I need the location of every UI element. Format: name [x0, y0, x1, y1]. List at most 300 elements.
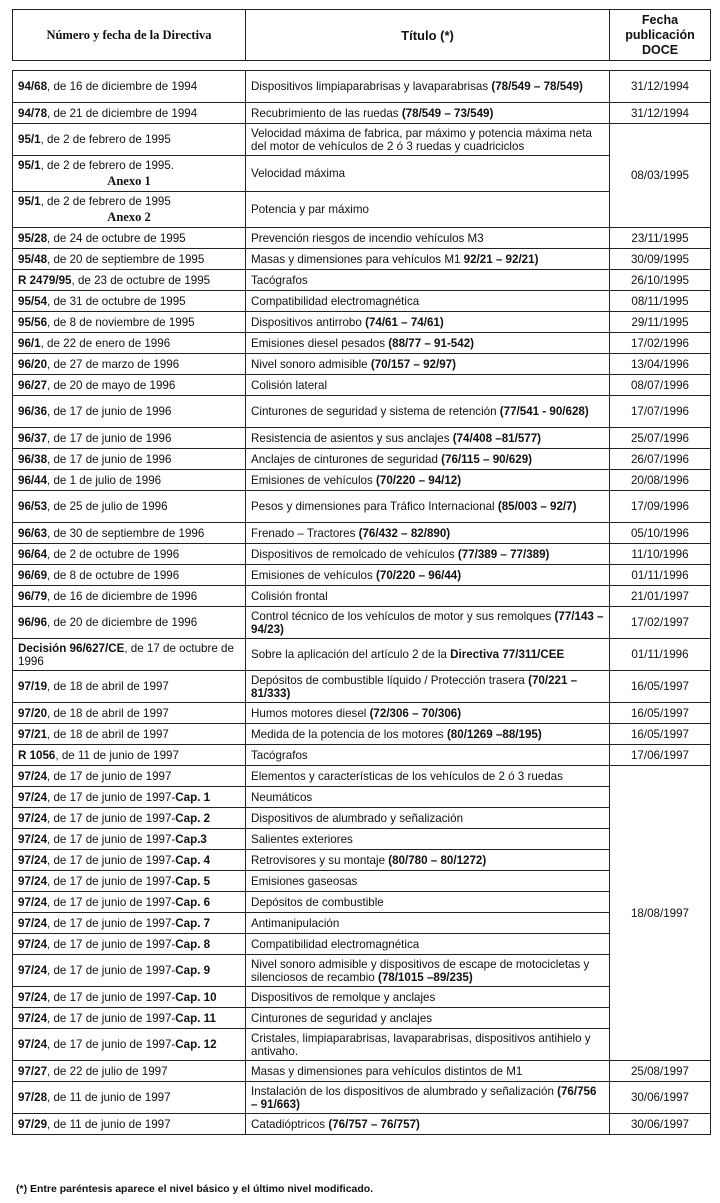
- title-cell: [246, 291, 610, 312]
- title-text: Medida de la potencia de los motores: [251, 727, 447, 741]
- chapter-label: Cap. 2: [175, 811, 211, 825]
- directive-number: R 2479/95: [18, 273, 72, 287]
- title-text: Control técnico de los vehículos de motor y sus remolques: [251, 609, 555, 623]
- title-cell: [246, 913, 610, 934]
- header-publication-date: Fecha publicación DOCE: [610, 10, 711, 61]
- table-row: [13, 1008, 711, 1029]
- title-cell: [246, 766, 610, 787]
- publication-date: 26/07/1996: [610, 449, 711, 470]
- title-cell: [246, 449, 610, 470]
- chapter-label: Cap. 11: [175, 1011, 216, 1025]
- directive-number: 96/64: [18, 547, 48, 561]
- reference-level: (72/306 – 70/306): [369, 706, 462, 720]
- publication-date: 08/07/1996: [610, 375, 711, 396]
- directive-number: 96/96: [18, 616, 48, 629]
- directive-date-text: , de 17 de junio de 1997-: [47, 916, 176, 930]
- directive-cell: [13, 396, 246, 428]
- title-cell: [246, 71, 610, 103]
- title-cell: [246, 428, 610, 449]
- title-cell: [246, 396, 610, 428]
- table-row: [13, 470, 711, 491]
- publication-date: 30/09/1995: [610, 249, 711, 270]
- directive-cell: [13, 892, 246, 913]
- title-text: Frenado – Tractores: [251, 526, 359, 540]
- table-row: [13, 871, 711, 892]
- reference-level: (78/549 – 78/549): [491, 80, 583, 93]
- table-row: [13, 1029, 711, 1061]
- directive-number: 97/24: [18, 769, 48, 783]
- table-row: [13, 934, 711, 955]
- title-text: Nivel sonoro admisible y dispositivos de escape de motocicletas y silenciosos de recambio: [251, 957, 590, 984]
- directive-number: 95/48: [18, 252, 48, 266]
- publication-date: 21/01/1997: [610, 586, 711, 607]
- directive-date-text: , de 30 de septiembre de 1996: [47, 526, 205, 540]
- title-text: Humos motores diesel: [251, 706, 370, 720]
- header-table: [12, 9, 711, 61]
- table-row: [13, 523, 711, 544]
- directive-cell: [13, 192, 246, 228]
- directive-cell: [13, 491, 246, 523]
- title-cell: [246, 1061, 610, 1082]
- table-row: [13, 291, 711, 312]
- table-row: [13, 913, 711, 934]
- title-text: Compatibilidad electromagnética: [251, 294, 420, 308]
- directive-date-text: , de 18 de abril de 1997: [47, 706, 169, 720]
- title-cell: [246, 1008, 610, 1029]
- title-text: Depósitos de combustible: [251, 895, 384, 909]
- directive-date-text: , de 8 de octubre de 1996: [47, 568, 180, 582]
- chapter-label: Cap. 1: [175, 790, 211, 804]
- directive-cell: [13, 523, 246, 544]
- directive-number: 97/24: [18, 874, 48, 888]
- title-text: Emisiones diesel pesados: [251, 336, 389, 350]
- directive-cell: [13, 871, 246, 892]
- title-text: Antimanipulación: [251, 916, 340, 930]
- directive-cell: [13, 565, 246, 586]
- directive-cell: [13, 913, 246, 934]
- table-row: [13, 766, 711, 787]
- reference-level: (80/780 – 80/1272): [388, 853, 487, 867]
- directive-number: 96/53: [18, 500, 48, 513]
- directive-cell: [13, 934, 246, 955]
- directive-cell: [13, 955, 246, 987]
- title-text: Dispositivos de remolcado de vehículos: [251, 547, 458, 561]
- title-text: Masas y dimensiones para vehículos M1: [251, 252, 464, 266]
- directive-cell: [13, 270, 246, 291]
- table-row: [13, 987, 711, 1008]
- table-row: [13, 491, 711, 523]
- title-cell: [246, 703, 610, 724]
- publication-date: 25/08/1997: [610, 1061, 711, 1082]
- directive-number: 97/24: [18, 916, 48, 930]
- title-text: Neumáticos: [251, 790, 313, 804]
- title-cell: [246, 934, 610, 955]
- reference-level: (76/757 – 76/757): [328, 1117, 420, 1131]
- title-cell: [246, 586, 610, 607]
- directive-date-text: , de 17 de junio de 1997-: [47, 811, 176, 825]
- directive-cell: [13, 470, 246, 491]
- title-cell: [246, 544, 610, 565]
- header-title: Título (*): [246, 10, 610, 61]
- publication-date: 11/10/1996: [610, 544, 711, 565]
- directive-cell: [13, 987, 246, 1008]
- title-cell: [246, 354, 610, 375]
- directive-date-text: , de 17 de junio de 1996: [47, 405, 172, 418]
- table-row: [13, 270, 711, 291]
- directive-cell: [13, 1114, 246, 1135]
- title-text: Colisión lateral: [251, 378, 328, 392]
- directive-cell: [13, 428, 246, 449]
- table-row: [13, 850, 711, 871]
- title-cell: [246, 249, 610, 270]
- title-text: Cinturones de seguridad y sistema de retención: [251, 405, 500, 418]
- title-cell: [246, 103, 610, 124]
- table-row: [13, 639, 711, 671]
- chapter-label: Cap. 7: [175, 916, 211, 930]
- table-row: [13, 156, 711, 192]
- reference-level: (77/143 –94/23): [251, 609, 604, 636]
- reference-level: (70/157 – 92/97): [370, 357, 456, 371]
- title-text: Elementos y características de los vehículos de 2 ó 3 ruedas: [251, 769, 563, 783]
- directive-date-text: , de 17 de junio de 1996: [47, 452, 172, 466]
- directive-date-text: , de 17 de junio de 1997-: [47, 790, 176, 804]
- directive-number: 97/21: [18, 727, 48, 741]
- directive-cell: [13, 724, 246, 745]
- table-row: [13, 787, 711, 808]
- directive-cell: [13, 829, 246, 850]
- title-text: Depósitos de combustible líquido / Protección trasera: [251, 673, 529, 687]
- title-cell: [246, 639, 610, 671]
- directive-cell: [13, 124, 246, 156]
- publication-date: 25/07/1996: [610, 428, 711, 449]
- chapter-label: Cap. 4: [175, 853, 211, 867]
- directive-cell: [13, 354, 246, 375]
- directive-number: 95/56: [18, 315, 48, 329]
- directive-date-text: , de 17 de junio de 1997-: [47, 832, 176, 846]
- table-row: [13, 228, 711, 249]
- reference-level: (70/220 – 94/12): [376, 473, 462, 487]
- header-row: [13, 10, 711, 61]
- title-cell: [246, 850, 610, 871]
- publication-date: 01/11/1996: [610, 565, 711, 586]
- publication-date: 17/07/1996: [610, 396, 711, 428]
- chapter-label: Cap.3: [175, 832, 207, 846]
- directive-cell: [13, 850, 246, 871]
- publication-date: 05/10/1996: [610, 523, 711, 544]
- chapter-label: Cap. 6: [175, 895, 211, 909]
- directive-date-text: , de 1 de julio de 1996: [47, 473, 162, 487]
- directive-date-text: , de 17 de junio de 1997-: [47, 937, 176, 951]
- directives-table-body: [13, 71, 711, 1135]
- directive-cell: [13, 787, 246, 808]
- title-text: Prevención riesgos de incendio vehículos M3: [251, 231, 484, 245]
- directive-cell: [13, 745, 246, 766]
- directive-number: 97/24: [18, 811, 48, 825]
- directive-date-text: , de 18 de abril de 1997: [47, 680, 169, 693]
- directive-number: 97/24: [18, 853, 48, 867]
- header-directive: Número y fecha de la Directiva: [13, 10, 246, 61]
- chapter-label: Cap. 10: [175, 990, 217, 1004]
- directive-number: 94/68: [18, 80, 48, 93]
- directive-date-text: , de 11 de junio de 1997: [55, 748, 179, 762]
- title-text: Nivel sonoro admisible: [251, 357, 371, 371]
- directive-number: 97/24: [18, 895, 48, 909]
- directive-cell: [13, 1008, 246, 1029]
- table-row: [13, 955, 711, 987]
- reference-level: (76/756 – 91/663): [251, 1084, 597, 1111]
- directive-cell: [13, 766, 246, 787]
- directive-cell: [13, 228, 246, 249]
- publication-date: 23/11/1995: [610, 228, 711, 249]
- title-cell: [246, 228, 610, 249]
- title-cell: [246, 671, 610, 703]
- title-text: Compatibilidad electromagnética: [251, 937, 420, 951]
- publication-date: 30/06/1997: [610, 1114, 711, 1135]
- table-row: [13, 724, 711, 745]
- directive-number: 96/1: [18, 336, 41, 350]
- title-text: Cinturones de seguridad y anclajes: [251, 1011, 433, 1025]
- directive-date-text: , de 2 de octubre de 1996: [47, 547, 180, 561]
- publication-date: 17/02/1996: [610, 333, 711, 354]
- reference-level: (74/408 –81/577): [452, 431, 542, 445]
- directive-number: 96/20: [18, 357, 48, 371]
- table-row: [13, 312, 711, 333]
- directive-number: 97/24: [18, 1011, 48, 1025]
- directive-number: 96/37: [18, 431, 48, 445]
- directive-date-text: , de 17 de junio de 1997: [47, 769, 172, 783]
- directive-number: 96/79: [18, 589, 48, 603]
- directive-cell: [13, 103, 246, 124]
- directive-cell: [13, 291, 246, 312]
- directive-date-text: , de 17 de octubre de 1996: [18, 641, 234, 668]
- table-row: [13, 1061, 711, 1082]
- table-row: [13, 1082, 711, 1114]
- directive-cell: [13, 808, 246, 829]
- directive-date-text: , de 27 de marzo de 1996: [47, 357, 180, 371]
- directive-date-text: , de 31 de octubre de 1995: [47, 294, 186, 308]
- title-cell: [246, 192, 610, 228]
- title-text: Catadióptricos: [251, 1117, 329, 1131]
- directive-cell: [13, 671, 246, 703]
- title-text: Cristales, limpiaparabrisas, lavaparabrisas, dispositivos antihielo y antivaho.: [251, 1031, 591, 1058]
- title-text: Masas y dimensiones para vehículos distintos de M1: [251, 1064, 523, 1078]
- directive-cell: [13, 71, 246, 103]
- directive-date-text: , de 22 de enero de 1996: [40, 336, 171, 350]
- reference-level: (80/1269 –88/195): [446, 727, 542, 741]
- publication-date-merged: 08/03/1995: [610, 124, 711, 228]
- title-cell: [246, 470, 610, 491]
- title-text: Resistencia de asientos y sus anclajes: [251, 431, 453, 445]
- directive-date-text: , de 17 de junio de 1997-: [47, 964, 176, 977]
- directive-cell: [13, 703, 246, 724]
- table-row: [13, 192, 711, 228]
- title-cell: [246, 565, 610, 586]
- title-text: Salientes exteriores: [251, 832, 353, 846]
- directive-date-text: , de 17 de junio de 1997-: [47, 1038, 176, 1051]
- directive-number: 95/54: [18, 294, 48, 308]
- reference-level: (76/432 – 82/890): [358, 526, 451, 540]
- reference-level: (88/77 – 91-542): [388, 336, 475, 350]
- table-row: [13, 1114, 711, 1135]
- chapter-label: Cap. 8: [175, 937, 211, 951]
- directive-date-text: , de 23 de octubre de 1995: [71, 273, 211, 287]
- title-cell: [246, 987, 610, 1008]
- annex-label: Anexo 2: [107, 210, 151, 224]
- directive-date-text: , de 11 de junio de 1997: [47, 1117, 171, 1131]
- footnote: (*) Entre paréntesis aparece el nivel básico y el último nivel modificado.: [16, 1183, 374, 1195]
- table-row: [13, 249, 711, 270]
- directive-cell: [13, 586, 246, 607]
- directive-number: 95/1: [18, 133, 41, 146]
- publication-date: 16/05/1997: [610, 724, 711, 745]
- directive-cell: [13, 156, 246, 192]
- table-row: [13, 829, 711, 850]
- reference-level: (85/003 – 92/7): [497, 500, 577, 513]
- directive-number: 95/28: [18, 231, 48, 245]
- title-text: Tacógrafos: [251, 273, 308, 287]
- title-cell: [246, 491, 610, 523]
- title-text: Dispositivos antirrobo: [251, 315, 366, 329]
- title-cell: [246, 871, 610, 892]
- reference-level: (77/541 - 90/628): [499, 405, 589, 418]
- chapter-label: Cap. 5: [175, 874, 211, 888]
- directive-number: 97/19: [18, 680, 48, 693]
- directive-number: 96/27: [18, 378, 48, 392]
- directive-number: Decisión 96/627/CE: [18, 641, 125, 655]
- annex-label: Anexo 1: [107, 174, 151, 188]
- directive-date-text: , de 16 de diciembre de 1996: [47, 589, 198, 603]
- directive-number: 96/69: [18, 568, 48, 582]
- reference-level: (78/549 – 73/549): [401, 106, 494, 120]
- directive-date-text: , de 16 de diciembre de 1994: [47, 80, 198, 93]
- directive-date-text: , de 17 de junio de 1997-: [47, 990, 176, 1004]
- title-text: Dispositivos de alumbrado y señalización: [251, 811, 464, 825]
- title-cell: [246, 829, 610, 850]
- directive-cell: [13, 1061, 246, 1082]
- directive-date-text: , de 2 de febrero de 1995: [40, 195, 171, 208]
- table-row: [13, 586, 711, 607]
- table-row: [13, 671, 711, 703]
- table-row: [13, 103, 711, 124]
- directive-date-text: , de 25 de julio de 1996: [47, 500, 168, 513]
- directive-date-text: , de 17 de junio de 1996: [47, 431, 172, 445]
- title-cell: [246, 523, 610, 544]
- directive-date-text: , de 11 de junio de 1997: [47, 1091, 171, 1104]
- chapter-label: Cap. 12: [175, 1038, 217, 1051]
- reference-level: (74/61 – 74/61): [365, 315, 444, 329]
- table-row: [13, 703, 711, 724]
- directive-number: 97/24: [18, 832, 48, 846]
- publication-date-merged: 18/08/1997: [610, 766, 711, 1061]
- directive-number: 95/1: [18, 195, 41, 208]
- title-text: Pesos y dimensiones para Tráfico Internacional: [251, 500, 498, 513]
- table-row: [13, 745, 711, 766]
- directive-date-text: , de 21 de diciembre de 1994: [47, 106, 198, 120]
- publication-date: 31/12/1994: [610, 103, 711, 124]
- title-text: Sobre la aplicación del artículo 2 de la: [251, 648, 451, 661]
- title-cell: [246, 312, 610, 333]
- directive-number: 97/24: [18, 790, 48, 804]
- directive-cell: [13, 639, 246, 671]
- directive-number: 96/63: [18, 526, 48, 540]
- title-text: Dispositivos de remolque y anclajes: [251, 990, 436, 1004]
- title-text: Anclajes de cinturones de seguridad: [251, 452, 442, 466]
- title-cell: [246, 787, 610, 808]
- reference-level: (76/115 – 90/629): [441, 452, 533, 466]
- table-row: [13, 71, 711, 103]
- directive-number: 97/28: [18, 1091, 48, 1104]
- table-row: [13, 396, 711, 428]
- reference-level: (70/221 – 81/333): [251, 673, 578, 700]
- directive-number: 94/78: [18, 106, 48, 120]
- title-text: Emisiones gaseosas: [251, 874, 358, 888]
- reference-level: (77/389 – 77/389): [457, 547, 550, 561]
- directive-date-text: , de 22 de julio de 1997: [47, 1064, 168, 1078]
- directive-date-text: , de 20 de mayo de 1996: [47, 378, 176, 392]
- directive-date-text: , de 17 de junio de 1997-: [47, 895, 176, 909]
- directive-number: 96/36: [18, 405, 48, 418]
- title-cell: [246, 270, 610, 291]
- directive-number: 97/27: [18, 1064, 48, 1078]
- directive-number: 97/24: [18, 1038, 48, 1051]
- directive-number: 97/24: [18, 937, 48, 951]
- title-text: Dispositivos limpiaparabrisas y lavaparabrisas: [251, 80, 492, 93]
- table-row: [13, 354, 711, 375]
- directive-cell: [13, 1082, 246, 1114]
- title-cell: [246, 333, 610, 354]
- title-cell: [246, 156, 610, 192]
- title-cell: [246, 1114, 610, 1135]
- table-row: [13, 124, 711, 156]
- publication-date: 17/02/1997: [610, 607, 711, 639]
- table-row: [13, 892, 711, 913]
- title-text: Retrovisores y su montaje: [251, 853, 389, 867]
- title-cell: [246, 955, 610, 987]
- table-row: [13, 333, 711, 354]
- directive-cell: [13, 1029, 246, 1061]
- directive-date-text: , de 17 de junio de 1997-: [47, 874, 176, 888]
- publication-date: 26/10/1995: [610, 270, 711, 291]
- directive-date-text: , de 17 de junio de 1997-: [47, 853, 176, 867]
- reference-level: Directiva 77/311/CEE: [450, 648, 565, 661]
- title-cell: [246, 724, 610, 745]
- publication-date: 16/05/1997: [610, 703, 711, 724]
- directive-number: 97/20: [18, 706, 48, 720]
- directive-cell: [13, 607, 246, 639]
- publication-date: 17/06/1997: [610, 745, 711, 766]
- directive-date-text: , de 20 de septiembre de 1995: [47, 252, 205, 266]
- directives-table: [12, 70, 711, 1135]
- reference-level: (78/1015 –89/235): [377, 970, 473, 984]
- publication-date: 30/06/1997: [610, 1082, 711, 1114]
- directive-date-text: , de 18 de abril de 1997: [47, 727, 169, 741]
- publication-date: 01/11/1996: [610, 639, 711, 671]
- title-text: Instalación de los dispositivos de alumbrado y señalización: [251, 1084, 558, 1098]
- directive-number: R 1056: [18, 748, 56, 762]
- title-text: Colisión frontal: [251, 589, 328, 603]
- table-row: [13, 607, 711, 639]
- chapter-label: Cap. 9: [175, 964, 211, 977]
- directive-number: 96/44: [18, 473, 48, 487]
- directive-cell: [13, 544, 246, 565]
- directive-date-text: , de 2 de febrero de 1995.: [40, 159, 175, 172]
- title-text: Emisiones de vehículos: [251, 568, 377, 582]
- directive-number: 97/24: [18, 990, 48, 1004]
- directive-date-text: , de 2 de febrero de 1995: [40, 133, 171, 146]
- table-row: [13, 449, 711, 470]
- directive-number: 96/38: [18, 452, 48, 466]
- reference-level: (70/220 – 96/44): [376, 568, 462, 582]
